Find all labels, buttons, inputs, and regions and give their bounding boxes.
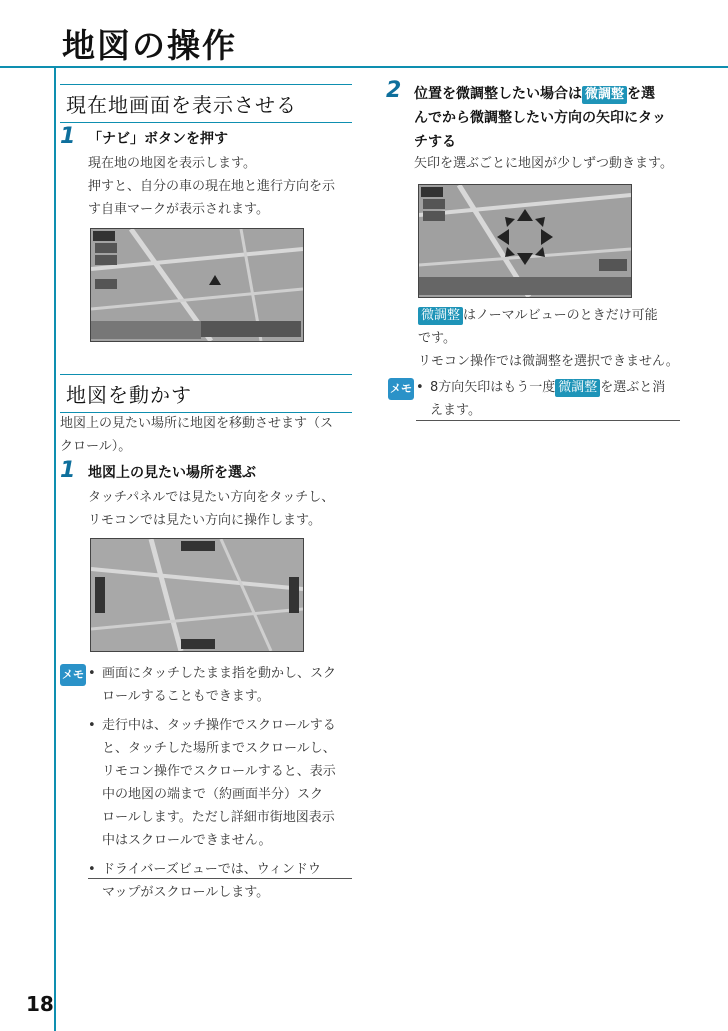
step-heading: 地図上の見たい場所を選ぶ: [88, 465, 256, 481]
section-title-move-map: 地図を動かす: [60, 374, 352, 413]
map-image: [91, 229, 303, 341]
map-image: [419, 185, 631, 297]
memo-icon: メモ: [60, 664, 86, 686]
title-rule: [0, 66, 728, 68]
step-heading: 位置を微調整したい場合は 微調整 を選 んでから微調整したい方向の矢印にタッ チする: [414, 86, 666, 150]
map-screenshot-fine-adjust: [418, 184, 632, 298]
fine-adjust-chip: 微調整: [555, 379, 600, 397]
memo-rule: [416, 420, 680, 421]
note-item: • 8方向矢印はもう一度 微調整 を選ぶと消 えます。: [416, 376, 680, 422]
right-note: 微調整 はノーマルビューのときだけ可能 です。 リモコン操作では微調整を選択できません。: [418, 308, 679, 369]
step-body: 現在地の地図を表示します。 押すと、自分の車の現在地と進行方向を示 す自車マークが表示されます。: [88, 156, 336, 217]
section-title-current-location: 現在地画面を表示させる: [60, 84, 352, 123]
side-rule: [54, 66, 56, 1031]
step-number: 1: [60, 458, 76, 483]
memo-rule: [88, 878, 352, 879]
step-heading: 「ナビ」ボタンを押す: [88, 131, 228, 147]
page-title: 地図の操作: [62, 26, 237, 65]
page-number: 18: [26, 992, 54, 1016]
note-item: • ドライバーズビューでは、ウィンドウ マップがスクロールします。: [88, 858, 352, 904]
fine-adjust-chip: 微調整: [418, 307, 463, 325]
step-body: タッチパネルでは見たい方向をタッチし、 リモコンでは見たい方向に操作します。: [88, 490, 335, 528]
map-screenshot-current-location: [90, 228, 304, 342]
note-item: • 走行中は、タッチ操作でスクロールする と、タッチした場所までスクロールし、 リモコン操作でスクロールすると、表示 中の地図の端まで（約画面半分）スク ロールします。ただし詳細市街地図表示 中はスクロールできません。: [88, 714, 352, 852]
step-body: 矢印を選ぶごとに地図が少しずつ動きます。: [414, 156, 673, 171]
step-number: 2: [386, 78, 402, 103]
memo-icon: メモ: [388, 378, 414, 400]
section-intro: 地図上の見たい場所に地図を移動させます（ス クロール）。: [60, 416, 334, 454]
step-number: 1: [60, 124, 76, 149]
map-screenshot-scroll: [90, 538, 304, 652]
note-item: • 画面にタッチしたまま指を動かし、スク ロールすることもできます。: [88, 662, 352, 708]
memo-notes: [416, 376, 680, 422]
memo-notes: [88, 662, 352, 904]
fine-adjust-chip: 微調整: [582, 86, 627, 104]
map-image: [91, 539, 303, 651]
